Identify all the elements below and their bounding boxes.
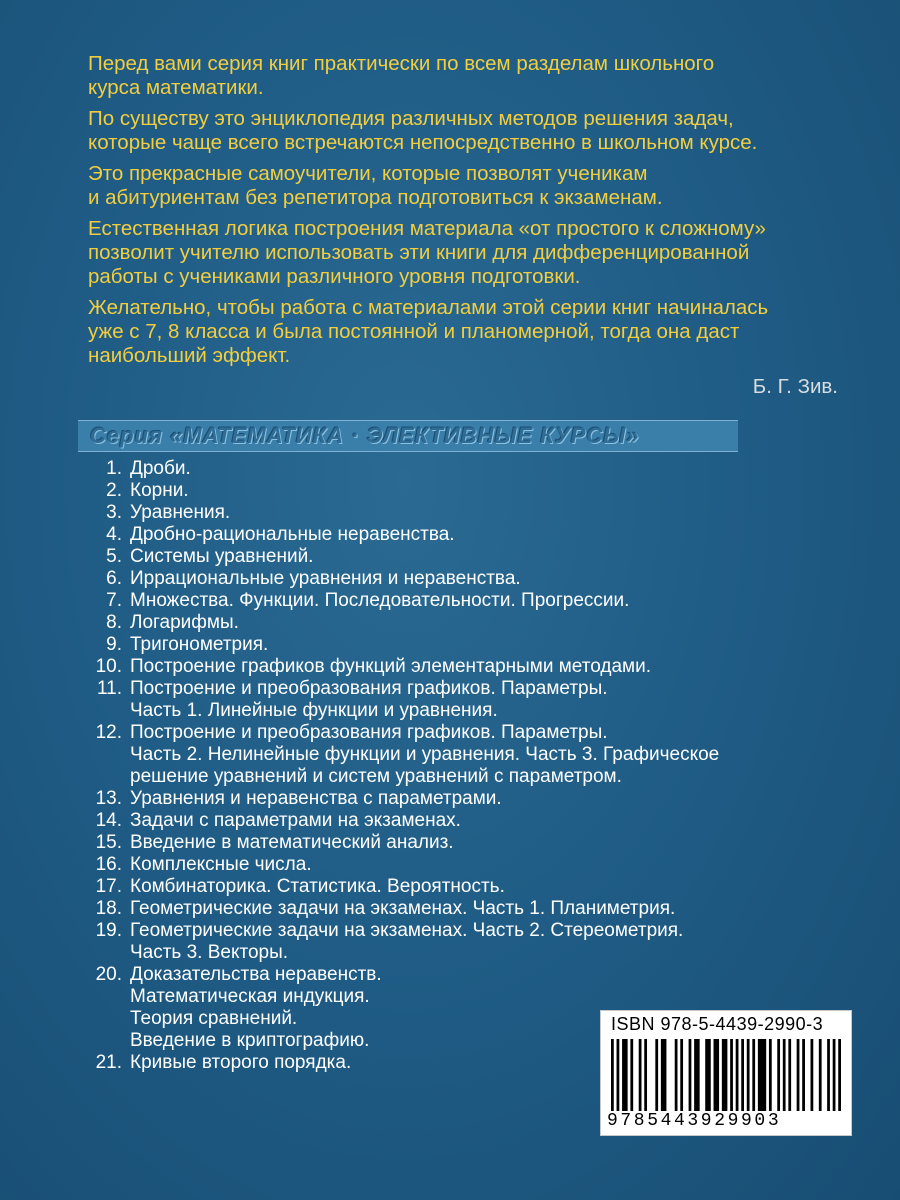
list-item-number: 10. bbox=[95, 656, 122, 677]
list-item bbox=[80, 722, 880, 788]
list-item-number: 8. bbox=[106, 612, 122, 633]
barcode-bar bbox=[722, 1039, 728, 1111]
book-list bbox=[80, 458, 880, 1074]
list-item-title: Построение и преобразования графиков. Параметры. Часть 1. Линейные функции и уравнения. bbox=[130, 678, 608, 721]
barcode-digits: 9785443929903 bbox=[607, 1111, 782, 1131]
list-item-title: Доказательства неравенств. Математическая индукция. Теория сравнений. Введение в криптографию. bbox=[130, 964, 382, 1051]
list-item-title: Дроби. bbox=[130, 458, 191, 479]
barcode-bar bbox=[655, 1039, 658, 1111]
barcode-bar bbox=[622, 1039, 628, 1111]
list-item-title: Логарифмы. bbox=[130, 612, 239, 633]
barcode-bar bbox=[730, 1039, 733, 1111]
list-item-number: 18. bbox=[95, 898, 122, 919]
list-item bbox=[80, 590, 880, 612]
list-item-title: Множества. Функции. Последовательности. Прогрессии. bbox=[130, 590, 630, 611]
list-item-title: Задачи с параметрами на экзаменах. bbox=[130, 810, 461, 831]
barcode-bar bbox=[838, 1039, 841, 1111]
list-item-number: 16. bbox=[95, 854, 122, 875]
list-item-number: 1. bbox=[106, 458, 122, 479]
intro-paragraph-3: Это прекрасные самоучители, которые позволят ученикам и абитуриентам без репетитора подготовиться к экзаменам. bbox=[88, 162, 663, 209]
barcode-bar bbox=[783, 1039, 786, 1111]
list-item-number: 14. bbox=[95, 810, 122, 831]
list-item bbox=[80, 876, 880, 898]
intro-paragraph-4: Естественная логика построения материала «от простого к сложному» позволит учителю использовать эти книги для дифференцированной работы с учениками различного уровня подготовки. bbox=[88, 217, 766, 288]
isbn-barcode bbox=[600, 1010, 852, 1136]
barcode-bar bbox=[736, 1039, 739, 1111]
barcode-bar bbox=[705, 1039, 711, 1111]
barcode-bar bbox=[819, 1039, 822, 1111]
list-item bbox=[80, 480, 880, 502]
list-item-title: Дробно-рациональные неравенства. bbox=[130, 524, 455, 545]
series-title: Серия «МАТЕМАТИКА · ЭЛЕКТИВНЫЕ КУРСЫ» bbox=[90, 423, 640, 448]
list-item-title: Иррациональные уравнения и неравенства. bbox=[130, 568, 521, 589]
list-item-title: Введение в математический анализ. bbox=[130, 832, 454, 853]
list-item-title: Построение графиков функций элементарными методами. bbox=[130, 656, 651, 677]
list-item bbox=[80, 656, 880, 678]
list-item bbox=[80, 788, 880, 810]
list-item bbox=[80, 810, 880, 832]
barcode-bar bbox=[694, 1039, 700, 1111]
barcode-bar bbox=[675, 1039, 678, 1111]
barcode-bar bbox=[833, 1039, 836, 1111]
list-item bbox=[80, 502, 880, 524]
list-item-number: 15. bbox=[95, 832, 122, 853]
list-item bbox=[80, 458, 880, 480]
barcode-bar bbox=[769, 1039, 772, 1111]
barcode-bar bbox=[758, 1039, 766, 1111]
isbn-label: ISBN 978-5-4439-2990-3 bbox=[611, 1014, 824, 1034]
barcode-bars bbox=[609, 1039, 843, 1111]
list-item bbox=[80, 898, 880, 920]
list-item bbox=[80, 524, 880, 546]
intro-text bbox=[88, 52, 848, 406]
list-item-title: Тригонометрия. bbox=[130, 634, 269, 655]
barcode-bar bbox=[777, 1039, 780, 1111]
list-item-title: Геометрические задачи на экзаменах. Часть 2. Стереометрия. Часть 3. Векторы. bbox=[130, 920, 684, 963]
author-signature: Б. Г. Зив. bbox=[752, 375, 838, 398]
list-item-title: Комплексные числа. bbox=[130, 854, 312, 875]
list-item-number: 7. bbox=[106, 590, 122, 611]
barcode-bar bbox=[788, 1039, 791, 1111]
list-item-number: 9. bbox=[106, 634, 122, 655]
barcode-bar bbox=[714, 1039, 720, 1111]
intro-paragraph-2: По существу это энциклопедия различных методов решения задач, которые чаще всего встречаются непосредственно в школьном курсе. bbox=[88, 107, 758, 154]
list-item-number: 21. bbox=[95, 1052, 122, 1073]
list-item bbox=[80, 546, 880, 568]
barcode-bar bbox=[802, 1039, 805, 1111]
barcode-bar bbox=[741, 1039, 744, 1111]
list-item bbox=[80, 854, 880, 876]
barcode-bar bbox=[639, 1039, 642, 1111]
list-item-number: 13. bbox=[95, 788, 122, 809]
list-item-number: 17. bbox=[95, 876, 122, 897]
list-item bbox=[80, 678, 880, 722]
barcode-bar bbox=[611, 1039, 614, 1111]
list-item bbox=[80, 568, 880, 590]
list-item-number: 6. bbox=[106, 568, 122, 589]
intro-paragraph-5: Желательно, чтобы работа с материалами этой серии книг начиналась уже с 7, 8 класса и была постоянной и планомерной, тогда она даст наибольший эффект. bbox=[88, 296, 769, 367]
list-item-number: 5. bbox=[106, 546, 122, 567]
list-item bbox=[80, 832, 880, 854]
barcode-bar bbox=[680, 1039, 683, 1111]
barcode-bar bbox=[617, 1039, 620, 1111]
list-item-number: 20. bbox=[95, 964, 122, 985]
list-item-title: Уравнения и неравенства с параметрами. bbox=[130, 788, 502, 809]
list-item-number: 3. bbox=[106, 502, 122, 523]
list-item-title: Уравнения. bbox=[130, 502, 231, 523]
barcode-bar bbox=[689, 1039, 692, 1111]
list-item-number: 4. bbox=[106, 524, 122, 545]
list-item-number: 2. bbox=[106, 480, 122, 501]
barcode-bar bbox=[747, 1039, 750, 1111]
list-item-title: Корни. bbox=[130, 480, 189, 501]
list-item-title: Системы уравнений. bbox=[130, 546, 314, 567]
list-item bbox=[80, 634, 880, 656]
list-item-title: Построение и преобразования графиков. Параметры. Часть 2. Нелинейные функции и уравнения. Часть 3. Графическое решение уравнений и систем уравнений с параметром. bbox=[130, 722, 720, 787]
list-item bbox=[80, 612, 880, 634]
barcode-bar bbox=[811, 1039, 814, 1111]
list-item-number: 11. bbox=[96, 678, 122, 699]
barcode-bar bbox=[644, 1039, 647, 1111]
barcode-bar bbox=[827, 1039, 830, 1111]
list-item-title: Комбинаторика. Статистика. Вероятность. bbox=[130, 876, 505, 897]
list-item-title: Геометрические задачи на экзаменах. Часть 1. Планиметрия. bbox=[130, 898, 676, 919]
list-item-number: 19. bbox=[95, 920, 122, 941]
barcode-bar bbox=[661, 1039, 667, 1111]
list-item-number: 12. bbox=[95, 722, 122, 743]
barcode-bar bbox=[797, 1039, 800, 1111]
list-item-title: Кривые второго порядка. bbox=[130, 1052, 352, 1073]
intro-paragraph-1: Перед вами серия книг практически по всем разделам школьного курса математики. bbox=[88, 52, 715, 99]
list-item bbox=[80, 920, 880, 964]
barcode-bar bbox=[630, 1039, 633, 1111]
barcode-bar bbox=[752, 1039, 755, 1111]
